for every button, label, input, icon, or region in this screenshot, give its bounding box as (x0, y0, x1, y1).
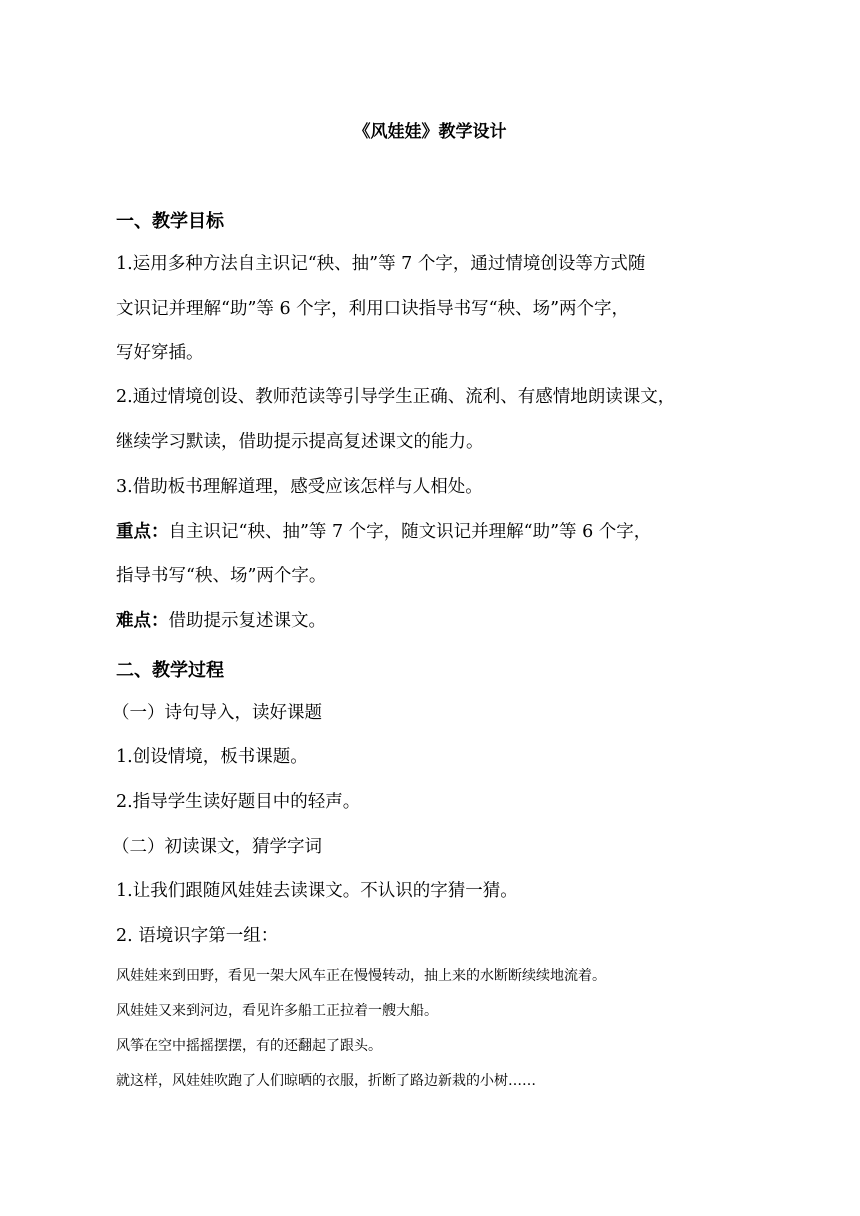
part-2-item-1: 1.让我们跟随风娃娃去读课文。不认识的字猜一猜。 (116, 881, 518, 901)
context-sentence-3: 风筝在空中摇摇摆摆，有的还翻起了跟头。 (116, 1038, 382, 1054)
context-sentence-2: 风娃娃又来到河边，看见许多船工正拉着一艘大船。 (116, 1003, 438, 1019)
difficulty-line (116, 599, 752, 644)
context-sentence-1: 风娃娃来到田野，看见一架大风车正在慢慢转动，抽上来的水断断续续地流着。 (116, 968, 606, 984)
part-2-item-2: 2. 语境识字第一组： (116, 926, 279, 946)
goal-1-line-1: 1.运用多种方法自主识记“秧、抽”等 7 个字，通过情境创设等方式随 (116, 254, 646, 274)
part-1-heading: （一）诗句导入，读好课题 (112, 703, 322, 723)
difficulty-label: 难点： (116, 611, 169, 631)
part-1-item-2: 2.指导学生读好题目中的轻声。 (116, 792, 361, 812)
key-points-label: 重点： (116, 522, 169, 542)
key-points-line-2: 指导书写“秧、场”两个字。 (116, 566, 327, 586)
goal-3: 3.借助板书理解道理，感受应该怎样与人相处。 (116, 477, 483, 497)
goal-1-line-2: 文识记并理解“助”等 6 个字，利用口诀指导书写“秧、场”两个字， (116, 299, 630, 319)
key-points-line-1 (116, 510, 752, 555)
document-title: 《风娃娃》教学设计 (353, 122, 507, 142)
context-sentence-4: 就这样，风娃娃吹跑了人们晾晒的衣服，折断了路边新栽的小树…… (116, 1073, 536, 1089)
difficulty-text: 借助提示复述课文。 (168, 611, 326, 631)
part-1-item-1: 1.创设情境，板书课题。 (116, 747, 308, 767)
part-2-heading: （二）初读课文，猜学字词 (112, 837, 322, 857)
goal-2-line-1: 2.通过情境创设、教师范读等引导学生正确、流利、有感情地朗读课文， (116, 387, 676, 407)
section-heading-goals: 一、教学目标 (116, 211, 224, 232)
section-heading-process: 二、教学过程 (116, 660, 224, 681)
key-points-text: 自主识记“秧、抽”等 7 个字，随文识记并理解“助”等 6 个字， (168, 522, 652, 542)
goal-1-line-3: 写好穿插。 (116, 343, 204, 363)
goal-2-line-2: 继续学习默读，借助提示提高复述课文的能力。 (116, 432, 484, 452)
